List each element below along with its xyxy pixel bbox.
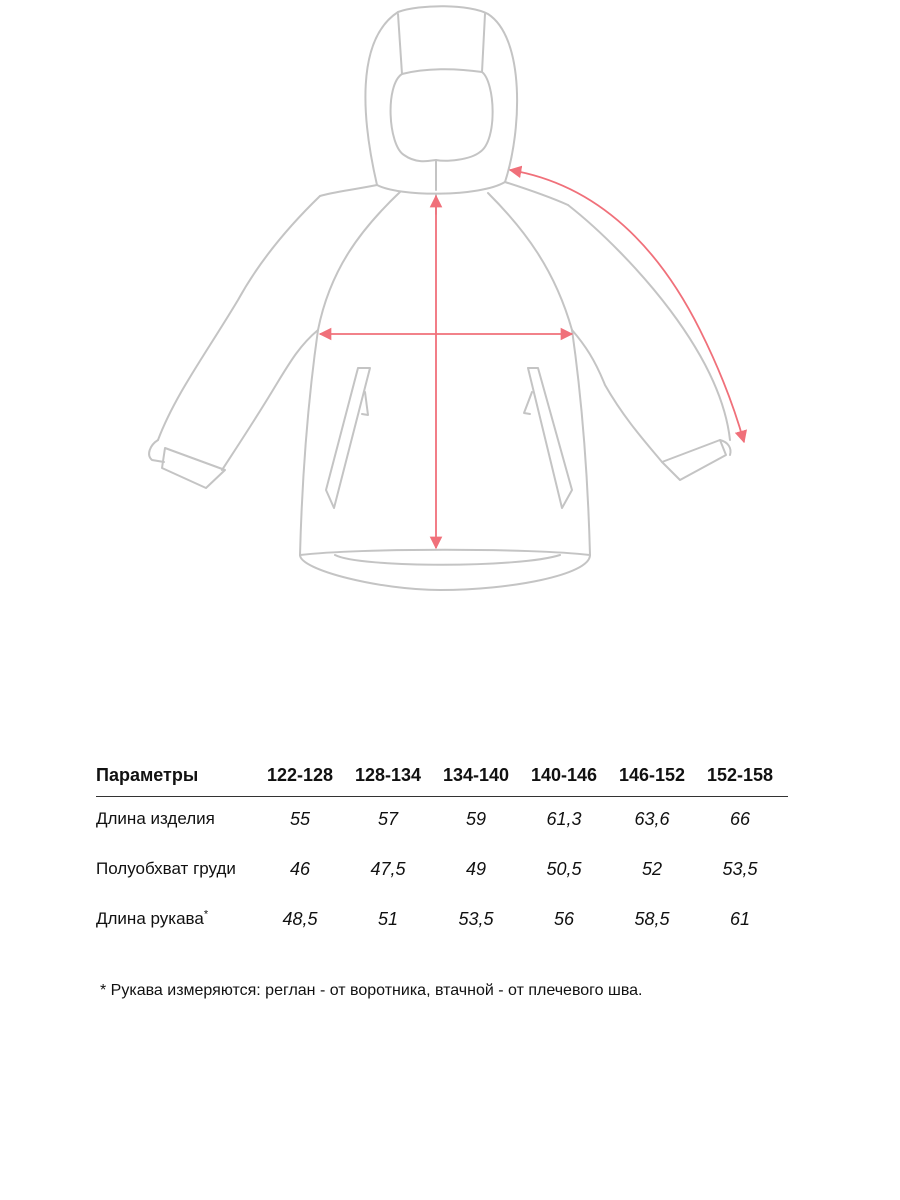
table-cell: 66 [729,809,751,829]
row-label: Полуобхват груди [96,859,236,878]
table-cell: 61,3 [546,809,582,829]
measurement-arrows [320,170,744,548]
table-cell: 50,5 [546,859,582,879]
table-cell: 52 [641,859,663,879]
row-label: Длина изделия [96,809,215,828]
table-cell: 48,5 [282,909,318,929]
table-cell: 57 [377,809,399,829]
table-row [96,857,788,907]
table-cell: 53,5 [458,909,494,929]
table-cell: 53,5 [722,859,758,879]
parameters-heading: Параметры [96,765,199,785]
table-cell: 59 [465,809,487,829]
table-cell: 49 [465,859,487,879]
table-cell: 46 [289,859,311,879]
table-cell: 51 [377,909,399,929]
size-header-cell: 128-134 [354,765,422,785]
table-cell: 63,6 [634,809,670,829]
size-table-header [96,758,788,797]
table-row [96,807,788,857]
size-header-cell: 146-152 [618,765,686,785]
footnote-marker: * [203,908,209,921]
table-cell: 58,5 [634,909,670,929]
size-header-cell: 134-140 [442,765,510,785]
table-cell: 61 [729,909,751,929]
row-label [96,907,208,931]
size-header-cell: 140-146 [530,765,598,785]
sleeve-arrow [510,170,744,442]
size-table [96,758,788,957]
size-header-cell: 122-128 [266,765,334,785]
size-header-cell: 152-158 [706,765,774,785]
row-label-text: Длина рукава [96,909,204,928]
table-cell: 47,5 [370,859,406,879]
jacket-outline [149,6,730,590]
table-cell: 56 [553,909,575,929]
table-row [96,907,788,957]
footnote: * Рукава измеряются: реглан - от воротника, втачной - от плечевого шва. [100,982,643,999]
table-cell: 55 [289,809,311,829]
